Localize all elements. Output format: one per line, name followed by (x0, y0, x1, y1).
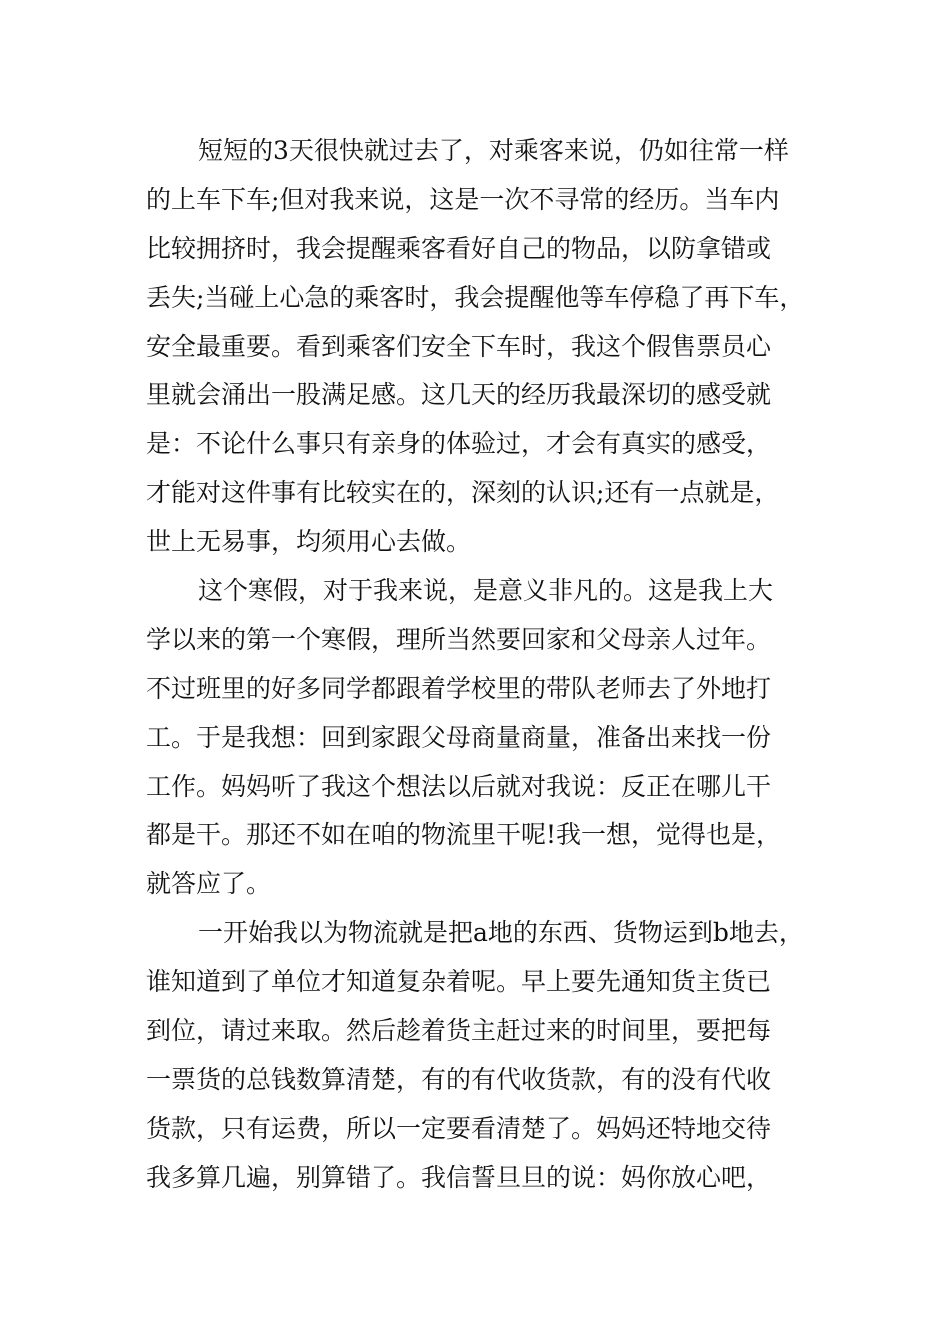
text-line: 学以来的第一个寒假，理所当然要回家和父母亲人过年。 (146, 624, 772, 654)
text-line: 谁知道到了单位才知道复杂着呢。早上要先通知货主货已 (146, 967, 772, 997)
text-line: 丢失;当碰上心急的乘客时，我会提醒他等车停稳了再下车， (146, 282, 805, 312)
text-line: 货款，只有运费，所以一定要看清楚了。妈妈还特地交待 (146, 1113, 772, 1143)
text-line: 短短的3天很快就过去了，对乘客来说，仍如往常一样 (198, 136, 789, 165)
text-line: 一开始我以为物流就是把a地的东西、货物运到b地去， (198, 918, 804, 948)
document-body (146, 127, 846, 1203)
text-line: 到位，请过来取。然后趁着货主赶过来的时间里，要把每 (146, 1016, 772, 1046)
text-line: 不过班里的好多同学都跟着学校里的带队老师去了外地打 (146, 673, 772, 703)
text-line: 安全最重要。看到乘客们安全下车时，我这个假售票员心 (146, 331, 772, 361)
text-line: 里就会涌出一股满足感。这几天的经历我最深切的感受就 (146, 380, 772, 410)
paragraph-2 (146, 567, 846, 909)
text-line: 是：不论什么事只有亲身的体验过，才会有真实的感受， (146, 429, 772, 459)
text-line: 就答应了。 (146, 869, 272, 899)
text-line: 这个寒假，对于我来说，是意义非凡的。这是我上大 (198, 576, 774, 606)
paragraph-1 (146, 127, 846, 567)
text-line: 的上车下车;但对我来说，这是一次不寻常的经历。当车内 (146, 184, 780, 214)
text-line: 世上无易事，均须用心去做。 (146, 527, 472, 557)
text-line: 工。于是我想：回到家跟父母商量商量，准备出来找一份 (146, 722, 772, 752)
text-line: 都是干。那还不如在咱的物流里干呢!我一想，觉得也是， (146, 820, 782, 850)
text-line: 比较拥挤时，我会提醒乘客看好自己的物品，以防拿错或 (146, 233, 772, 263)
text-line: 才能对这件事有比较实在的，深刻的认识;还有一点就是， (146, 478, 780, 508)
text-line: 我多算几遍，别算错了。我信誓旦旦的说：妈你放心吧， (146, 1162, 772, 1192)
text-line: 一票货的总钱数算清楚，有的有代收货款，有的没有代收 (146, 1064, 772, 1094)
paragraph-3 (146, 909, 846, 1202)
text-line: 工作。妈妈听了我这个想法以后就对我说：反正在哪儿干 (146, 771, 772, 801)
